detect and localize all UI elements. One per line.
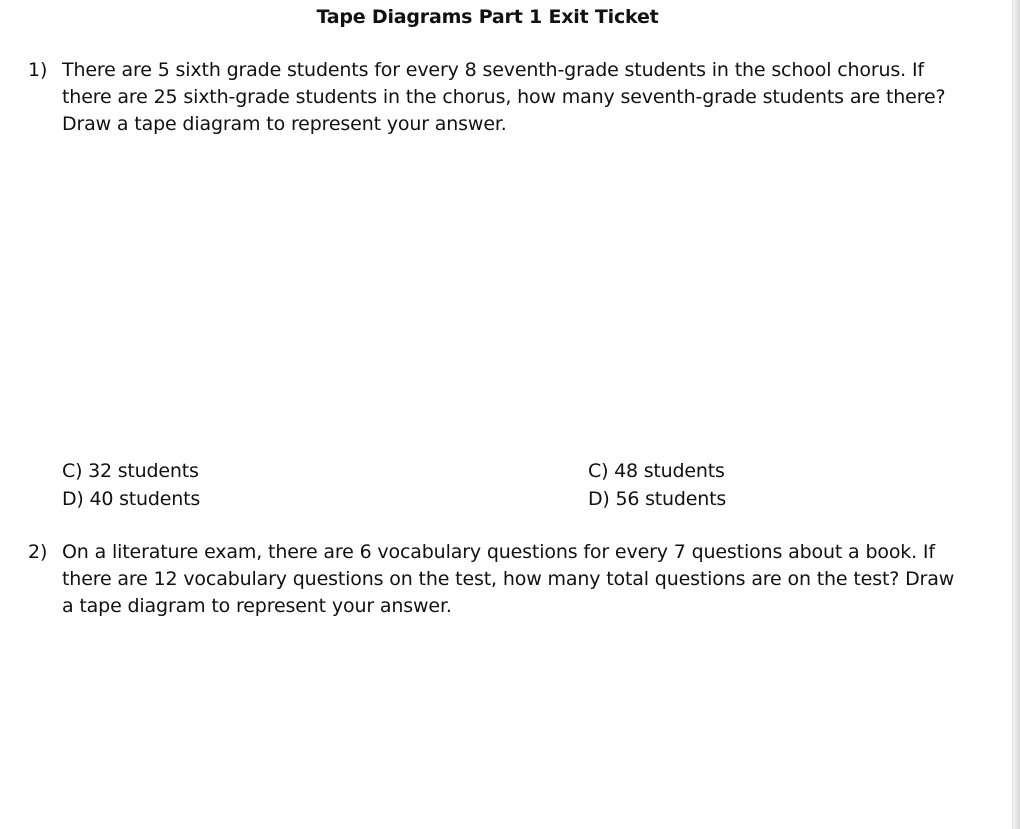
answer-choice: D) 40 students bbox=[62, 488, 201, 510]
question-number: 2) bbox=[28, 541, 48, 563]
worksheet-title: Tape Diagrams Part 1 Exit Ticket bbox=[316, 6, 659, 28]
answer-choice: D) 56 students bbox=[588, 488, 727, 510]
question-text: On a literature exam, there are 6 vocabulary questions for every 7 questions about a book. If there are 12 vocabulary questions on the test, how many total questions are on the test? Draw a tape diagram to represent your answer. bbox=[62, 541, 955, 617]
page-edge-shadow bbox=[1012, 0, 1020, 829]
question-text: There are 5 sixth grade students for every 8 seventh-grade students in the school chorus. If there are 25 sixth-grade students in the chorus, how many seventh-grade students are there? Draw a tape diagram to represent your answer. bbox=[62, 59, 946, 135]
question-number: 1) bbox=[28, 59, 48, 81]
question-1 bbox=[28, 57, 963, 138]
answer-choice: C) 48 students bbox=[588, 460, 725, 482]
answer-choice: C) 32 students bbox=[62, 460, 199, 482]
question-2 bbox=[28, 539, 963, 620]
